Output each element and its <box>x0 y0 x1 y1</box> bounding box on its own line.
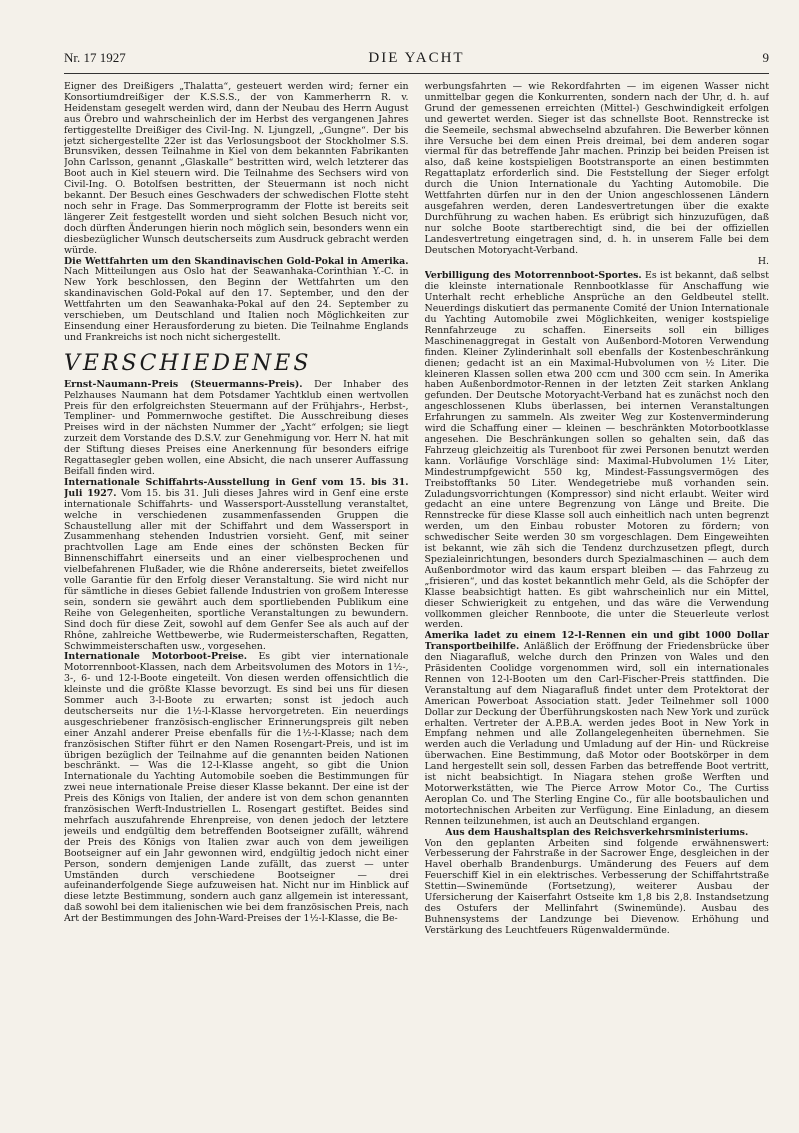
section-title: VERSCHIEDENES <box>64 350 312 376</box>
article-heading: Verbilligung des Motorrennboot-Sportes. <box>424 270 642 282</box>
left-column <box>64 82 409 1103</box>
article-body: Der Inhaber des Pelzhauses Naumann hat dem Potsdamer Yachtklub einen wertvollen Preis für den erfolgreichsten Steuermann auf der Frühjahrs-, Herbst-, Templiner- und Pommernwoche gestiftet. Die Ausschreibung dieses Preises wird in der nächsten Nummer der „Yacht“ erfolgen; sie liegt zurzeit dem Vorstande des D.S.V. zur Genehmigung vor. Herr N. hat mit der Stiftung dieses Preises eine Anerkennung für besonders eifrige Regattasegler geben wollen, eine Absicht, die nach unserer Auffassung Beifall finden wird. <box>64 378 409 477</box>
page-number: 9 <box>762 50 769 65</box>
article-body: Es gibt vier internationale Motorrennboot-Klassen, nach dem Arbeitsvolumen des Motors in 1½-, 3-, 6- und 12-l-Boote eingeteilt. Von diesen werden offensichtlich die kleinste und die größte Klasse bevorzugt. Es sind bei uns für diesen Sommer auch 3-l-Boote zu erwarten; sonst ist jedoch auch deutscherseits nur die 1½-l-Klasse hervorgetreten. Ein neuerdings ausgeschriebener französisch-englischer Erinnerungspreis gilt neben einer Anzahl anderer Preise ebenfalls für die 1½-l-Klasse; nach dem französischen Stifter führt er den Namen Rosengart-Preis, und ist im übrigen bezüglich der Teilnahme auf die genannten beiden Nationen beschränkt. — Was die 12-l-Klasse angeht, so gibt die Union Internationale du Yachting Automobile soeben die Bestimmungen für zwei neue internationale Preise dieser Klasse bekannt. Der eine ist der Preis des Königs von Italien, der andere ist von dem schon genannten französischen Werft-Industriellen L. Rosengart gestiftet. Beides sind mehrfach auszufahrende Ehrenpreise, von denen jedoch der letztere jeweils und endgültig dem betreffenden Bootseigner zufällt, während der Preis des Königs von Italien zwar auch von dem jeweiligen Bootseigner auf ein Jahr gewonnen wird, endgültig jedoch nicht einer Person, sondern demjenigen Lande zufällt, das zuerst — unter Umständen durch verschiedene Bootseigner — drei aufeinanderfolgende Siege aufzuweisen hat. Nicht nur im Hinblick auf diese letzte Bestimmung, sondern auch ganz allgemein ist interessant, daß sowohl bei dem italienischen wie bei dem französischen Preis, nach Art der Bestimmungen des John-Ward-Preises der 1½-l-Klasse, die Be- <box>64 651 409 925</box>
article-body: Es ist bekannt, daß selbst die kleinste internationale Rennbootklasse für Anschaffung wie Unterhalt recht erhebliche Ansprüche an den Geldbeutel stellt. Neuerdings diskutiert das permanente Comité der Union Internationale du Yachting Automobile zwei Möglichkeiten, weniger kostspielige Rennfahrzeuge zu schaffen. Einerseits soll ein billiges Maschinenaggregat in Gestalt von Außenbord-Motoren Verwendung finden. Kleiner Zylinderinhalt soll ebenfalls der Kostenbeschränkung dienen; gedacht ist an ein Maximal-Hubvolumen von ½ Liter. Die kleineren Klassen sollen etwa 200 ccm und 300 ccm sein. In Amerika haben Außenbordmotor-Rennen in der letzten Zeit starken Anklang gefunden. Der Deutsche Motoryacht-Verband hat es zunächst noch den angeschlossenen Klubs überlassen, bei internen Veranstaltungen Erfahrungen zu sammeln. Als zweiter Weg zur Kostenverminderung wird die Schaffung einer — kleinen — beschränkten Motorbootklasse angesehen. Die Beschränkungen sollen so gehalten sein, daß das Fahrzeug gleichzeitig als Turenboot für zwei Personen benutzt werden kann. Vorläufige Vorschläge sind: Maximal-Hubvolumen 1½ Liter, Mindestrumpfgewicht 550 kg, Mindest-Fassungsvermögen des Treibstofftanks 50 Liter. Wendegetriebe muß vorhanden sein. Zuladungsvorrichtungen (Kompressor) sind nicht erlaubt. Weiter wird gedacht an eine untere Begrenzung von Länge und Breite. Die Rennstrecke für diese Klasse soll auch einheitlich nach unten begrenzt werden, um den Einbau robuster Motoren zu fördern; von schwedischer Seite werden 30 sm vorgeschlagen. Dem Eingeweihten ist bekannt, wie zäh sich die Tendenz durchzusetzen pflegt, durch Spezialeinrichtungen, besonders durch Spezialmaschinen — auch dem Außenbordmotor wird das kaum erspart bleiben — das Fahrzeug zu „frisieren“, und das kostet bekanntlich mehr Geld, als die Schöpfer der Klasse beabsichtigt hatten. Es gibt wahrscheinlich nur ein Mittel, dieser Schwierigkeit zu entgehen, und das wäre die Verwendung vollkommen gleicher Rennboote, die unter die Steuerleute verlost werden. <box>424 270 769 631</box>
article-heading: Ernst-Naumann-Preis (Steuermanns-Preis). <box>64 378 303 390</box>
article-body: Von den geplanten Arbeiten sind folgende erwähnenswert: Verbesserung der Fahrstraße in der Sacrower Enge, desgleichen in der Havel oberhalb Brandenburgs. Umänderung des Feuers auf dem Feuerschiff Kiel in ein elektrisches. Verbesserung der Schiffahrtstraße Stettin—Swinemünde (Fortsetzung), weiterer Ausbau der Ufersicherung der Kaiserfahrt Ostseite km 1,8 bis 2,8. Instandsetzung des Ostufers der Mellinfahrt (Swinemünde). Ausbau des Buhnensystems der Landzunge bei Dievenow. Erhöhung und Verstärkung des Leuchtfeuers Rügenwaldermünde. <box>424 837 769 936</box>
header-rule <box>64 73 769 74</box>
article-heading: Internationale Schiffahrts-Ausstellung in Genf vom 15. bis 31. Juli 1927. <box>64 476 409 499</box>
article-heading: Internationale Motorboot-Preise. <box>64 651 248 663</box>
article-motorboot-preise <box>64 652 409 925</box>
article-heading: Amerika ladet zu einem 12-l-Rennen ein und gibt 1000 Dollar Transportbeihilfe. <box>424 630 769 653</box>
article-body: Vom 15. bis 31. Juli dieses Jahres wird in Genf eine erste internationale Schiffahrts- und Wassersport-Ausstellung veranstaltet, welche in verschiedenen zusammenfassenden Gruppen die Schaustellung aller mit der Schiffahrt und dem Wassersport in Zusammenhang stehenden Industrien vorsieht. Genf, mit seiner prachtvollen Lage am Ende eines der schönsten Becken für Binnenschiffahrt einerseits und an einer vielbesprochenen und vielbefahrenen Flußader, wie die Rhône andererseits, bietet zweifellos volle Garantie für den Erfolg dieser Veranstaltung. Sie wird nicht nur für sämtliche in dieses Gebiet fallende Industrien von großem Interesse sein, sondern sie gewährt auch dem sportliebenden Publikum eine Reihe von Gelegenheiten, sportliche Veranstaltungen zu bewundern. Sind doch für diese Zeit, sowohl auf dem Genfer See als auch auf der Rhône, zahlreiche Wettbewerbe, wie Rudermeisterschaften, Regatten, Schwimmeisterschaften usw., vorgesehen. <box>64 487 409 652</box>
article-heading: Aus dem Haushaltsplan des Reichsverkehrsministeriums. <box>445 826 749 838</box>
article-gold-pokal <box>64 257 409 344</box>
article-body: Anläßlich der Eröffnung der Friedensbrücke über den Niagarafluß, welche durch den Prinzen von Wales und den Präsidenten Coolidge vorgenommen wird, soll ein internationales Rennen von 12-l-Booten um den Carl-Fischer-Preis stattfinden. Die Veranstaltung auf dem Niagarafluß findet unter dem Protektorat der American Powerboat Association statt. Jeder Teilnehmer soll 1000 Dollar zur Deckung der Überführungskosten nach New York und zurück erhalten. Vertreter der A.P.B.A. werden jedes Boot in New York in Empfang nehmen und alle Zollangelegenheiten übernehmen. Sie werden auch die Verladung und Umladung auf der Hin- und Rückreise überwachen. Eine Bestimmung, daß Motor oder Bootskörper in dem Land hergestellt sein soll, dessen Farben das betreffende Boot vertritt, ist nicht beabsichtigt. In Niagara stehen große Werften und Motorwerkstätten, wie The Pierce Arrow Motor Co., The Curtiss Aeroplan Co. und The Sterling Engine Co., für alle bootsbaulichen und motortechnischen Arbeiten zur Verfügung. Eine Einladung, an diesem Rennen teilzunehmen, ist auch an Deutschland ergangen. <box>424 641 769 827</box>
article-heading: Die Wettfahrten um den Skandinavischen Gold-Pokal in Amerika. <box>64 255 409 267</box>
paragraph: werbungsfahrten — wie Rekordfahrten — im eigenen Wasser nicht unmittelbar gegen die Konkurrenten, sondern nach der Uhr, d. h. auf Grund der gemessenen erreichten (Mittel-) Geschwindigkeit erfolgen und gewertet werden. Sieger ist das schnellste Boot. Rennstrecke ist die Seemeile, sechsmal abwechselnd abzufahren. Die Bewerber können ihre Versuche bei dem einen Preis dreimal, bei dem anderen sogar viermal für das betreffende Jahr machen. Prinzip bei beiden Preisen ist also, daß keine kostspieligen Bootstransporte an einen bestimmten Regattaplatz erforderlich sind. Die Feststellung der Sieger erfolgt durch die Union Internationale du Yachting Automobile. Die Wettfahrten dürfen nur in den der Union angeschlossenen Ländern ausgefahren werden, deren Landesvertretungen über die exakte Durchführung zu wachen haben. Es erübrigt sich hinzuzufügen, daß nur solche Boote startberechtigt sind, die bei der offiziellen Landesvertretung eingetragen sind, d. h. in unserem Falle bei dem Deutschen Motoryacht-Verband. <box>424 82 769 256</box>
article-naumann-preis <box>64 380 409 478</box>
article-body: Nach Mitteilungen aus Oslo hat der Seawanhaka-Corinthian Y.-C. in New York beschlossen, den Beginn der Wettfahrten um den skandinavischen Gold-Pokal auf den 17. September, und den der Wettfahrten um den Seawanhaka-Pokal auf den 24. September zu verschieben, um Deutschland und Italien noch Möglichkeiten zur Einsendung einer Herausforderung zu bieten. Die Teilnahme Englands und Frankreichs ist noch nicht sichergestellt. <box>64 266 409 343</box>
article-columns <box>64 82 769 1103</box>
article-amerika-rennen <box>425 631 770 827</box>
author-signature: H. <box>757 255 769 267</box>
article-verbilligung <box>425 271 770 631</box>
paragraph: Eigner des Dreißigers „Thalatta“, gesteuert werden wird; ferner ein Konsortiumdreißiger der K.S.S.S., der von Kammerherrn R. v. Heidenstam gesegelt werden wird, dann der Neubau des Herrn August aus Örebro und wahrscheinlich der im Herbst des vergangenen Jahres fertiggestellte Dreißiger des Civil-Ing. N. Ljungzell, „Gungne“. Der bis jetzt sichergestellte 22er ist das Verlosungsboot der Stockholmer S.S. Brunsviken, dessen Teilnahme in Kiel von dem bekannten Fabrikanten John Carlsson, genannt „Glaskalle“ bestritten wird, welch letzterer das Boot auch in Kiel steuern wird. Die Teilnahme des Sechsers wird von Civil-Ing. O. Botolfsen bestritten, der Steuermann ist noch nicht bekannt. Der Besuch eines Geschwaders der schwedischen Flotte steht noch sehr in Frage. Das Sommerprogramm der Flotte ist bereits seit längerer Zeit festgestellt worden und sieht solchen Besuch nicht vor, doch dürften Änderungen hierin noch möglich sein, besonders wenn ein diesbezüglicher Wunsch deutscherseits zum Ausdruck gebracht werden würde. <box>64 82 409 256</box>
issue-number: Nr. 17 1927 <box>64 50 126 65</box>
article-genf-ausstellung <box>64 478 409 653</box>
page-header <box>64 50 769 72</box>
right-column <box>425 82 770 1103</box>
magazine-title: DIE YACHT <box>368 50 465 66</box>
